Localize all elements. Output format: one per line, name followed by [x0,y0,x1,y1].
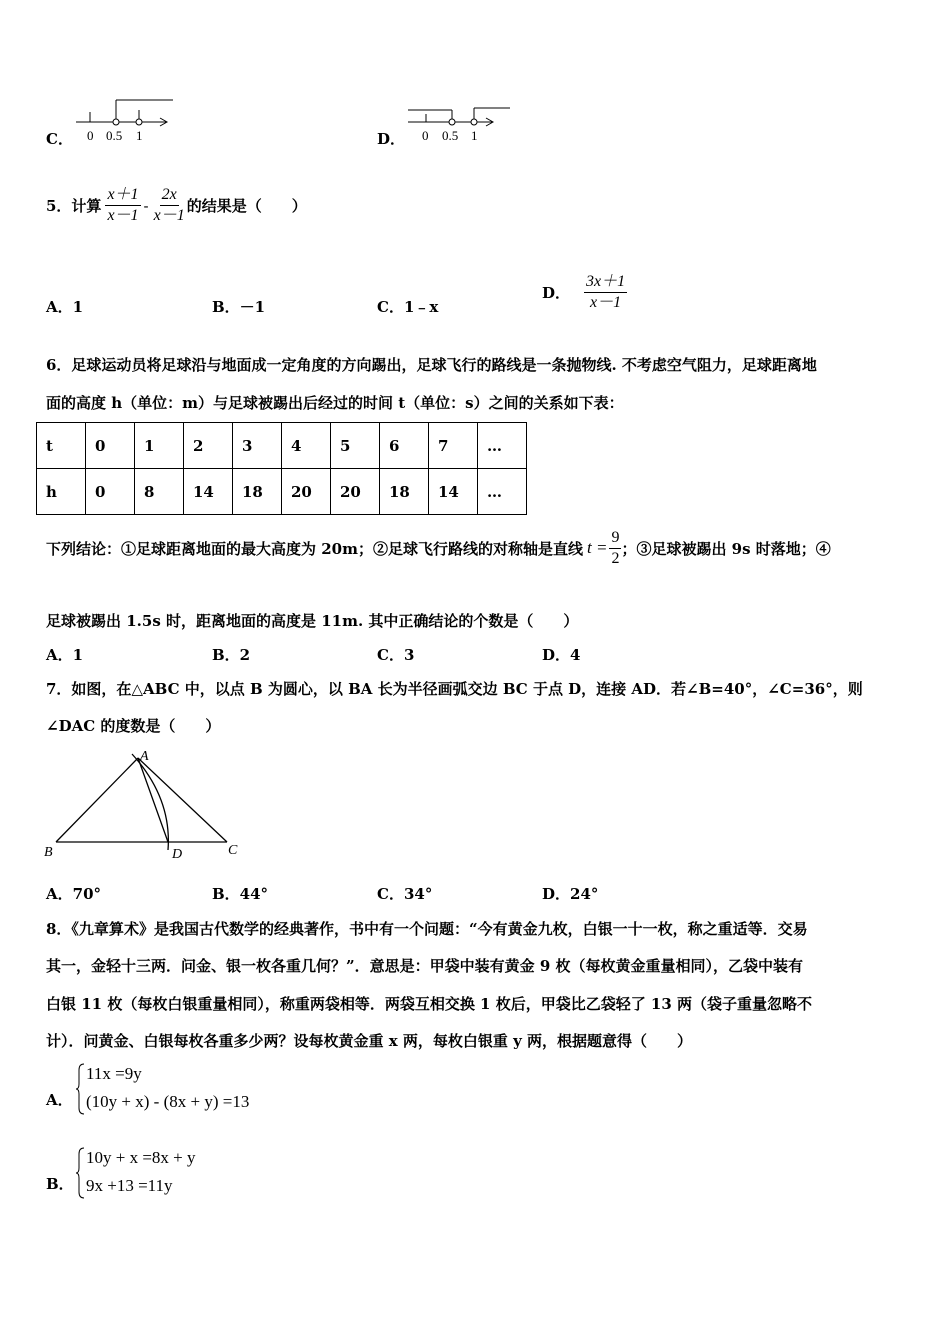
q6-option-d: D．4 [542,646,581,664]
q4-option-d-label: D． [377,130,406,148]
q5-frac2-num: 2x [160,186,179,206]
table-cell: 2 [184,423,233,469]
table-cell: 1 [135,423,184,469]
q7-label-a: A [140,749,149,764]
q5-frac1-num: x＋1 [105,186,140,206]
q6-conclusions-line2: 足球被踢出 1.5s 时，距离地面的高度是 11m. 其中正确结论的个数是（ ） [46,612,579,630]
q7-label-d: D [172,847,183,862]
q5-suffix: 的结果是（ ） [186,197,307,215]
q7-stem-line2: ∠DAC 的度数是（ ） [46,717,221,735]
q7-option-b: B．44° [212,885,269,903]
q8-stem-line3: 白银 11 枚（每枚白银重量相同），称重两袋相等．两袋互相交换 1 枚后，甲袋比乙袋轻了 13 两（袋子重量忽略不 [46,995,813,1013]
q7-option-d: D．24° [542,885,599,903]
table-cell: 18 [380,469,429,515]
q5-option-d-den: x－1 [590,293,622,311]
table-row-t [37,423,527,469]
q6-frac-num: 9 [609,529,621,549]
table-cell: 20 [282,469,331,515]
q8-option-b-eq2: 9x +13 =11y [86,1176,173,1195]
q4-option-c-numberline [70,96,180,146]
q5-minus: - [143,196,149,215]
q7-option-c: C．34° [377,885,433,903]
q5-option-c: C．1﹣x [377,298,439,316]
q5-fraction-2 [152,186,187,225]
q5-option-d [542,272,627,312]
q4-option-c-label: C． [46,130,73,148]
q6-conclusion-b: ；③足球被踢出 9s 时落地；④ [621,539,831,558]
q6-stem-line1: 6．足球运动员将足球沿与地面成一定角度的方向踢出，足球飞行的路线是一条抛物线. 不考虑空气阻力，足球距离地 [46,356,817,374]
q7-option-a: A．70° [46,885,102,903]
table-cell: 3 [233,423,282,469]
q8-option-a-eq1: 11x =9y [86,1064,142,1083]
q4-option-d-numberline [404,100,514,146]
q6-frac-den: 2 [611,549,620,567]
table-row-h [37,469,527,515]
q4-d-tick-05: 0.5 [442,128,459,143]
table-cell: 4 [282,423,331,469]
table-cell: 20 [331,469,380,515]
table-cell: … [478,469,527,515]
q5-option-b: B．－1 [212,298,266,316]
q5-option-d-fraction [584,273,627,312]
q5-option-d-label: D． [542,283,571,302]
q8-option-b-label: B． [46,1175,74,1193]
q7-stem-line1: 7．如图，在△ABC 中，以点 B 为圆心，以 BA 长为半径画弧交边 BC 于点 D，连接 AD．若∠B=40°，∠C=36°，则 [46,680,863,698]
q6-conclusions-line1 [46,524,831,572]
q6-option-b: B．2 [212,646,251,664]
q4-d-tick-1: 1 [471,128,478,143]
q4-c-tick-0: 0 [87,128,94,143]
table-cell: 5 [331,423,380,469]
table-cell: 14 [184,469,233,515]
q8-option-a-label: A． [46,1091,73,1109]
q6-t-eq: t = [586,538,608,557]
q5-stem [46,186,307,225]
q8-option-a-eq2: (10y + x) - (8x + y) =13 [86,1092,250,1111]
q8-option-b-eq1: 10y + x =8x + y [86,1148,196,1167]
q7-label-c: C [228,843,238,858]
table-cell: 6 [380,423,429,469]
q7-label-b: B [44,845,53,860]
q4-d-tick-0: 0 [422,128,429,143]
table-cell: t [37,423,86,469]
table-cell: 18 [233,469,282,515]
q8-stem-line2: 其一，金轻十三两．问金、银一枚各重几何？”．意思是：甲袋中装有黄金 9 枚（每枚黄金重量相同），乙袋中装有 [46,957,804,975]
q5-prefix: 5．计算 [46,197,102,215]
q7-triangle-figure [40,746,250,866]
q6-option-c: C．3 [377,646,415,664]
q8-stem-line4: 计）．问黄金、白银每枚各重多少两？设每枚黄金重 x 两，每枚白银重 y 两，根据题意得（ ） [46,1032,693,1050]
q6-fraction [609,529,621,568]
q6-stem-line2: 面的高度 h（单位：m）与足球被踢出后经过的时间 t（单位：s）之间的关系如下表： [46,394,624,412]
table-cell: 0 [86,469,135,515]
table-cell: 7 [429,423,478,469]
table-cell: 14 [429,469,478,515]
q5-fraction-1 [105,186,140,225]
q6-data-table [36,422,527,515]
table-cell: 0 [86,423,135,469]
q5-option-a: A．1 [46,298,84,316]
q5-frac1-den: x－1 [107,207,139,224]
table-cell: … [478,423,527,469]
q5-option-d-num: 3x＋1 [584,273,627,293]
table-cell: 8 [135,469,184,515]
q8-stem-line1: 8．《九章算术》是我国古代数学的经典著作，书中有一个问题：“今有黄金九枚，白银一十一枚，称之重适等．交易 [46,920,808,938]
q4-c-tick-05: 0.5 [106,128,123,143]
q4-c-tick-1: 1 [136,128,143,143]
table-cell: h [37,469,86,515]
q6-option-a: A．1 [46,646,84,664]
q5-frac2-den: x－1 [153,207,185,224]
q6-conclusion-a: 下列结论：①足球距离地面的最大高度为 20m；②足球飞行路线的对称轴是直线 [46,539,583,558]
